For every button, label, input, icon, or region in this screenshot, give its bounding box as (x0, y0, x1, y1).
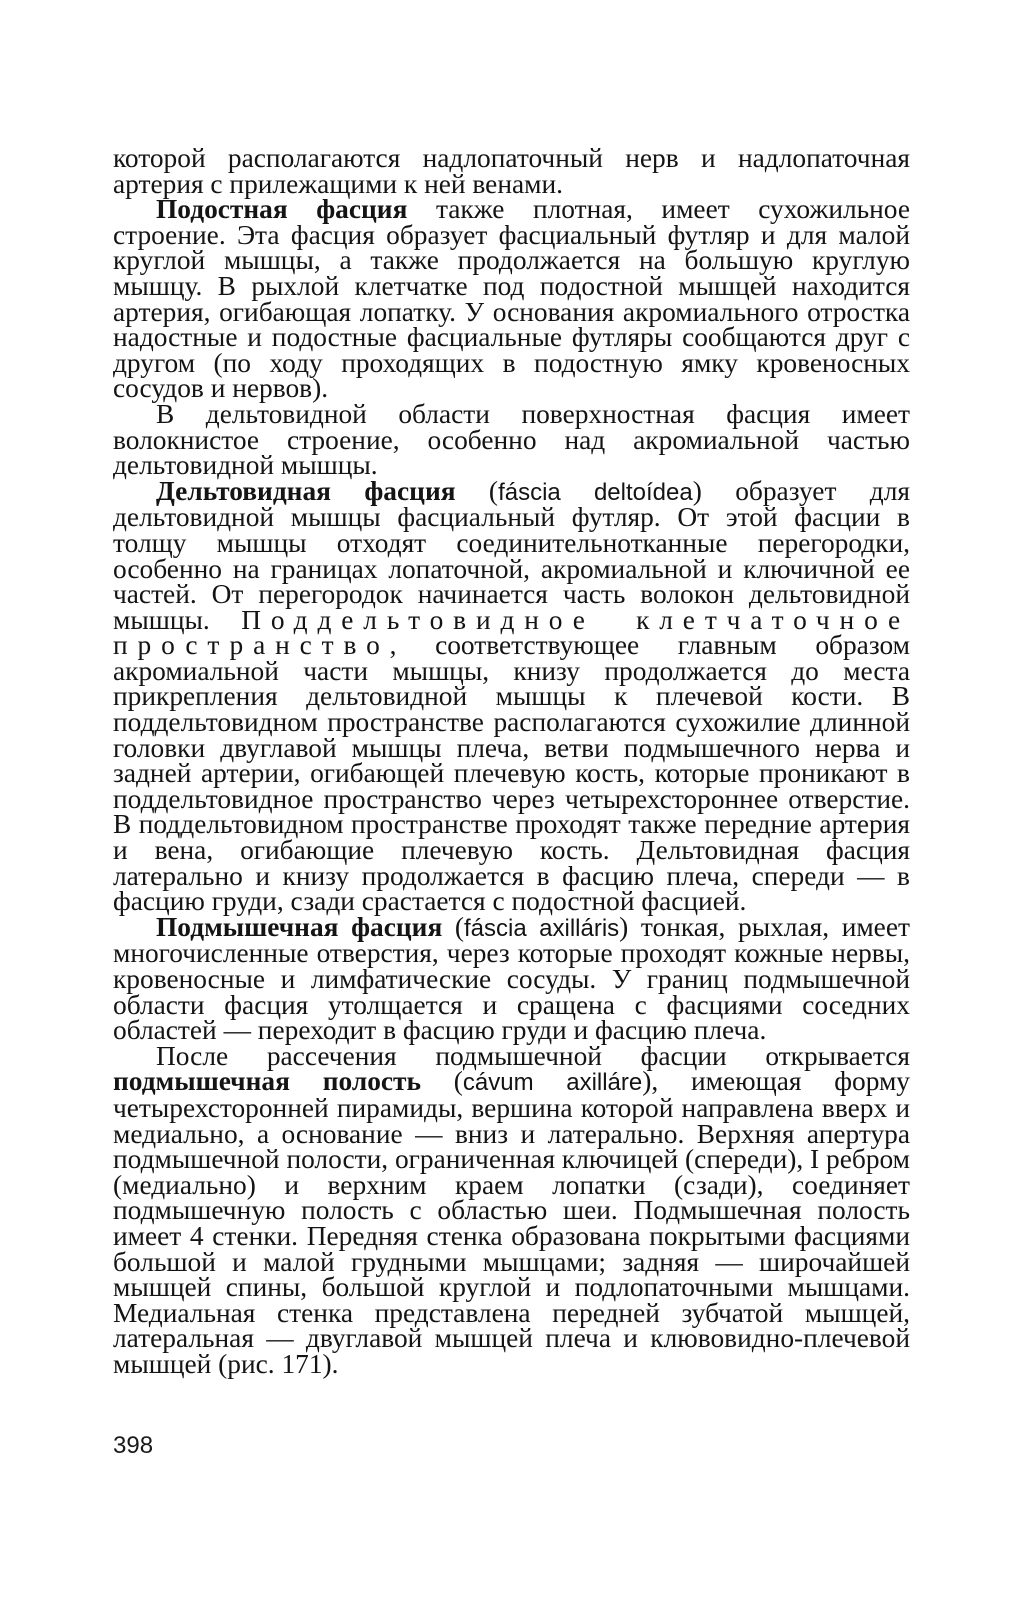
paragraph-1-text: которой располагаются надлопаточный нерв и надлопаточная артерия с прилежащими к ней венами. (113, 143, 910, 199)
paragraph-2 (113, 194, 910, 404)
paragraph-6 (113, 1040, 911, 1379)
latin-term-fascia-axillaris: fáscia axilláris (464, 914, 620, 942)
term-podostnaya-fasciya: Подостная фасция (156, 194, 408, 225)
paragraph-3-text: В дельтовидной области поверхностная фасция имеет волокнистое строение, особенно над акромиальной частью дельтовидной мышцы. (113, 398, 910, 481)
paragraph-5 (113, 911, 910, 1046)
latin-term-cavum-axillare: cávum axilláre (462, 1069, 643, 1097)
paragraph-4-text-b: ) образует для дельтовидной мышцы фасциальный футляр. От этой фасции в толщу мышцы отходят соединительнотканные перегородки, особенно на границах лопаточной, акромиальной и ключичной ее частей. От перегородок начинается часть волокон дельтовидной мышцы. (113, 475, 910, 635)
page-number: 398 (113, 1432, 154, 1459)
term-podmyshechnaya-fasciya: Подмышечная фасция (156, 911, 443, 942)
paragraph-6-text-c: ), имеющая форму четырехсторонней пирамиды, вершина которой направлена вверх и медиально, а основание — вниз и латерально. Верхняя апертура подмышечной полости, ограниченная ключицей (спереди), I ребром (медиально) и верхним краем лопатки (сзади), соединяет подмышечную полость с областью шеи. Подмышечная полость имеет 4 стенки. Передняя стенка образована покрытыми фасциями большой и малой грудными мышцами; задняя — широчайшей мышцей спины, большой круглой и подлопаточными мышцами. Медиальная стенка представлена передней зубчатой мышцей, латеральная — двуглавой мышцей плеча и клювовидно-плечевой мышцей (рис. 171). (113, 1066, 911, 1379)
paragraph-4-text-c: , соответствующее главным образом акромиальной части мышцы, книзу продолжается до места прикрепления дельтовидной мышцы к плечевой кости. В поддельтовидном пространстве располагаются сухожилие длинной головки двуглавой мышцы плеча, ветви подмышечного нерва и задней артерии, огибающей плечевую кость, которые проникают в поддельтовидное пространство через четырехстороннее отверстие. В поддельтовидном пространстве проходят также передние артерия и вена, огибающие плечевую кость. Дельтовидная фасция латерально и книзу продолжается в фасцию плеча, спереди — в фасцию груди, сзади срастается с подостной фасцией. (113, 630, 910, 917)
paragraph-5-text-a: ( (442, 911, 465, 942)
paragraph-2-text: также плотная, имеет сухожильное строение. Эта фасция образует фасциальный футляр и для малой круглой мышцы, а также продолжается на большую круглую мышцу. В рыхлой клетчатке под подостной мышцей находится артерия, огибающая лопатку. У основания акромиального отростка надостные и подостные фасциальные футляры сообщаются друг с другом (по ходу проходящих в подостную ямку кровеносных сосудов и нервов). (113, 194, 910, 404)
spaced-term-poddeltovidnoe-prostranstvo: Поддельтовидное клетчаточное пространство (113, 604, 910, 661)
latin-term-fascia-deltoidea: fáscia deltoídea (498, 478, 693, 506)
paragraph-6-text-a: После рассечения подмышечной фасции открывается (156, 1040, 910, 1071)
paragraph-1 (113, 143, 910, 199)
paragraph-4-text-a: ( (455, 475, 499, 506)
paragraph-4 (113, 475, 910, 917)
term-podmyshechnaya-polost: подмышечная полость (113, 1066, 421, 1097)
paragraph-6-text-b: ( (421, 1066, 463, 1097)
page-body (113, 143, 911, 1379)
term-deltovidnaya-fasciya: Дельтовидная фасция (156, 475, 456, 506)
paragraph-5-text-b: ) тонкая, рыхлая, имеет многочисленные отверстия, через которые проходят кожные нервы, кровеносные и лимфатические сосуды. У границ подмышечной области фасция утолщается и сращена с фасциями соседних областей — переходит в фасцию груди и фасцию плеча. (113, 911, 910, 1046)
paragraph-3 (113, 398, 910, 481)
